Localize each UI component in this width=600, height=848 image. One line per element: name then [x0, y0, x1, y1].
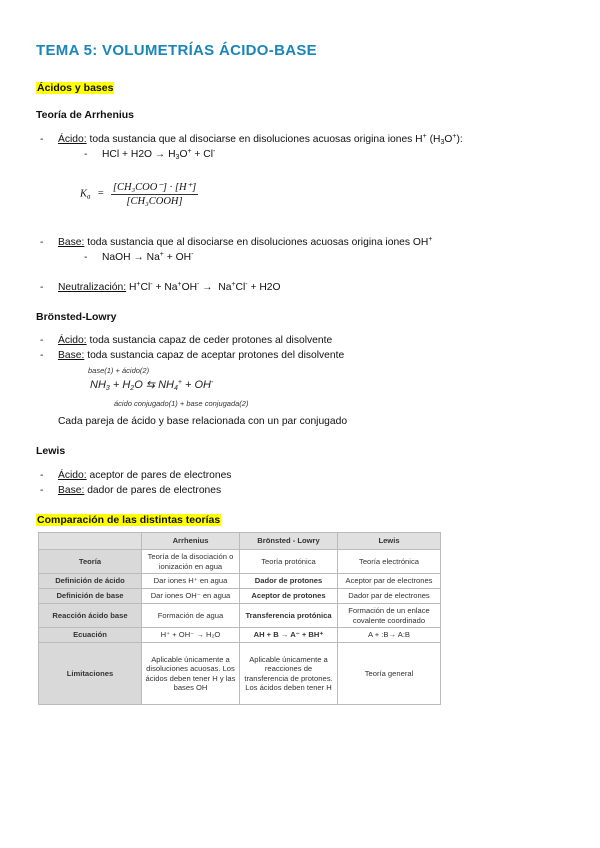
table-cell: Aceptor de protones	[240, 589, 338, 604]
column-header: Arrhenius	[142, 533, 240, 550]
neutralization-term: Neutralización:	[58, 282, 127, 293]
base-definition: toda sustancia que al disociarse en disoluciones acuosas origina iones OH	[84, 237, 429, 248]
table-cell: A + :B→ A:B	[338, 628, 441, 643]
ka-numerator: [CH₃COO⁻] · [H⁺]	[112, 182, 197, 193]
row-header: Definición de base	[39, 589, 142, 604]
table-cell: Aplicable únicamente a reacciones de transferencia de protones. Los ácidos deben tener H	[240, 643, 338, 705]
bronsted-acid-item: - Ácido: toda sustancia capaz de ceder protones al disolvente	[40, 335, 333, 346]
neutralization-item: - Neutralización: H+Cl- + Na+OH- → Na+Cl- + H2O	[40, 281, 281, 293]
bronsted-acid-definition: toda sustancia capaz de ceder protones al disolvente	[86, 335, 333, 346]
table-cell: Teoría protónica	[240, 550, 338, 574]
base-example-text: NaOH → Na	[102, 252, 160, 263]
table-cell: Aceptor par de electrones	[338, 574, 441, 589]
arrhenius-base-item: - Base: toda sustancia que al disociarse en disoluciones acuosas origina iones OH+	[40, 236, 433, 248]
table-cell: Dador de protones	[240, 574, 338, 589]
comparison-label: Comparación de las distintas teorías	[37, 514, 221, 526]
table-cell: Teoría de la disociación o ionización en agua	[142, 550, 240, 574]
table-row	[39, 604, 441, 628]
acid-example-text: HCl + H2O → H	[102, 149, 176, 160]
ka-fraction	[111, 181, 198, 207]
equation-label-top: base(1) + ácido(2)	[88, 366, 150, 375]
acid-definition: toda sustancia que al disociarse en disoluciones acuosas origina iones H	[86, 134, 423, 145]
arrhenius-base-example: - NaOH → Na+ + OH-	[84, 251, 194, 263]
table-row	[39, 643, 441, 705]
table-cell: H⁺ + OH⁻ → H₂O	[142, 628, 240, 643]
bronsted-base-item: - Base: toda sustancia capaz de aceptar protones del disolvente	[40, 350, 345, 361]
column-header: Lewis	[338, 533, 441, 550]
row-header: Ecuación	[39, 628, 142, 643]
ka-formula: $K_a$ = $\frac{\text{[CH₃COO⁻] · [H⁺]}}{\text{[CH₃COOH]}}$	[80, 182, 197, 207]
page-title: TEMA 5: VOLUMETRÍAS ÁCIDO-BASE	[36, 42, 317, 59]
base-term: Base:	[58, 237, 85, 248]
row-header: Reacción ácido base	[39, 604, 142, 628]
table-header-row	[39, 533, 441, 550]
table-row	[39, 628, 441, 643]
table-cell: Teoría electrónica	[338, 550, 441, 574]
bronsted-heading: Brönsted-Lowry	[36, 311, 117, 323]
row-header: Teoría	[39, 550, 142, 574]
bronsted-equation: $NH_3 + H_2O$ ⇆ $NH_4^+ + OH^-$	[90, 379, 214, 392]
ka-denominator: [CH₃COOH]	[126, 196, 183, 207]
table-corner	[39, 533, 142, 550]
lewis-base-term: Base:	[58, 485, 85, 496]
table-row	[39, 550, 441, 574]
conjugate-note: Cada pareja de ácido y base relacionada con un par conjugado	[58, 416, 348, 427]
bronsted-base-definition: toda sustancia capaz de aceptar protones del disolvente	[84, 350, 345, 361]
bronsted-acid-term: Ácido:	[58, 335, 87, 346]
row-header: Definición de ácido	[39, 574, 142, 589]
lewis-acid-term: Ácido:	[58, 470, 87, 481]
acid-term: Ácido:	[58, 134, 87, 145]
table-cell: Aplicable únicamente a disoluciones acuosas. Los ácidos deben tener H y las bases OH	[142, 643, 240, 705]
arrhenius-heading: Teoría de Arrhenius	[36, 109, 135, 121]
row-header: Limitaciones	[39, 643, 142, 705]
table-cell: AH + B → A⁻ + BH⁺	[240, 628, 338, 643]
table-cell: Transferencia protónica	[240, 604, 338, 628]
ka-symbol: K	[80, 188, 88, 200]
table-cell: Dar iones H⁺ en agua	[142, 574, 240, 589]
arrhenius-acid-item: - Ácido: toda sustancia que al disociarse en disoluciones acuosas origina iones H+ $(H_3O^+)$:	[40, 133, 463, 146]
table-row	[39, 589, 441, 604]
lewis-acid-definition: aceptor de pares de electrones	[86, 470, 232, 481]
table-cell: Formación de agua	[142, 604, 240, 628]
table-cell: Formación de un enlace covalente coordinado	[338, 604, 441, 628]
equation-label-bottom: ácido conjugado(1) + base conjugada(2)	[114, 399, 249, 408]
bronsted-base-term: Base:	[58, 350, 85, 361]
table-cell: Dador par de electrones	[338, 589, 441, 604]
lewis-base-item: - Base: dador de pares de electrones	[40, 485, 222, 496]
lewis-heading: Lewis	[36, 445, 66, 457]
comparison-table	[38, 532, 441, 705]
table-row	[39, 574, 441, 589]
ka-subscript: a	[87, 192, 91, 201]
table-cell: Dar iones OH⁻ en agua	[142, 589, 240, 604]
lewis-acid-item: - Ácido: aceptor de pares de electrones	[40, 470, 232, 481]
lewis-base-definition: dador de pares de electrones	[84, 485, 222, 496]
section-heading-acids-bases	[36, 82, 114, 94]
comparison-heading	[36, 514, 221, 526]
column-header: Brönsted - Lowry	[240, 533, 338, 550]
section-label: Ácidos y bases	[37, 82, 114, 94]
table-cell: Teoría general	[338, 643, 441, 705]
arrhenius-acid-example: - HCl + $H2O \to H_3O^+ + Cl^-$	[84, 148, 216, 161]
